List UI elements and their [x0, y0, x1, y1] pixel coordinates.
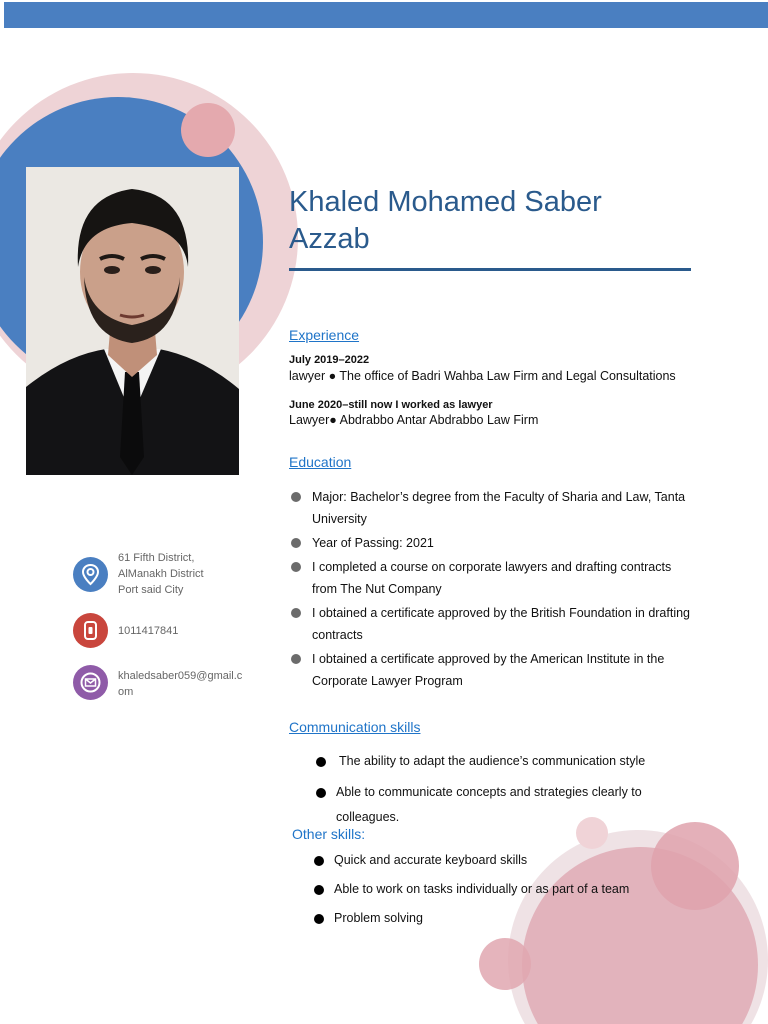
communication-skills-list — [314, 749, 674, 830]
education-item: Year of Passing: 2021 — [289, 532, 699, 554]
contact-phone: 1011417841 — [118, 625, 179, 637]
envelope-icon — [73, 665, 108, 700]
contact-address — [118, 550, 204, 598]
experience-date-2: June 2020–still now I worked as lawyer — [289, 399, 493, 411]
other-skills-heading: Other skills: — [292, 826, 366, 842]
address-line-2: AlManakh District — [118, 568, 204, 580]
email-line-1: khaledsaber059@gmail.c — [118, 670, 243, 682]
communication-skill-item: Able to communicate concepts and strategies clearly to colleagues. — [314, 780, 674, 830]
education-heading: Education — [289, 454, 352, 470]
address-line-3: Port said City — [118, 584, 184, 596]
name-divider — [289, 268, 691, 271]
profile-photo — [26, 167, 239, 475]
other-skill-item: Problem solving — [312, 906, 712, 931]
candidate-name-line2: Azzab — [289, 223, 370, 255]
candidate-name — [289, 184, 709, 258]
other-skill-item: Quick and accurate keyboard skills — [312, 848, 712, 873]
education-item: I obtained a certificate approved by the American Institute in the Corporate Lawyer Program — [289, 648, 699, 692]
other-skill-item: Able to work on tasks individually or as part of a team — [312, 877, 712, 902]
person-portrait-icon — [26, 167, 239, 475]
deco-circle-bottom-left — [479, 938, 531, 990]
address-line-1: 61 Fifth District, — [118, 552, 195, 564]
candidate-name-line1: Khaled Mohamed Saber — [289, 186, 602, 218]
education-item: I obtained a certificate approved by the British Foundation in drafting contracts — [289, 602, 699, 646]
communication-skill-item: The ability to adapt the audience’s communication style — [314, 749, 674, 774]
contact-email[interactable] — [118, 668, 242, 700]
communication-skills-heading: Communication skills — [289, 719, 421, 735]
experience-role-1: lawyer ● The office of Badri Wahba Law Firm and Legal Consultations — [289, 369, 676, 383]
location-pin-icon — [73, 557, 108, 592]
education-list — [289, 486, 699, 694]
experience-heading: Experience — [289, 327, 360, 343]
education-item: Major: Bachelor’s degree from the Faculty of Sharia and Law, Tanta University — [289, 486, 699, 530]
phone-icon — [73, 613, 108, 648]
education-item: I completed a course on corporate lawyers and drafting contracts from The Nut Company — [289, 556, 699, 600]
experience-role-2: Lawyer● Abdrabbo Antar Abdrabbo Law Firm — [289, 413, 539, 427]
other-skills-list — [312, 848, 712, 931]
experience-date-1: July 2019–2022 — [289, 354, 370, 366]
email-line-2: om — [118, 686, 134, 698]
deco-circle-small-top — [181, 103, 235, 157]
